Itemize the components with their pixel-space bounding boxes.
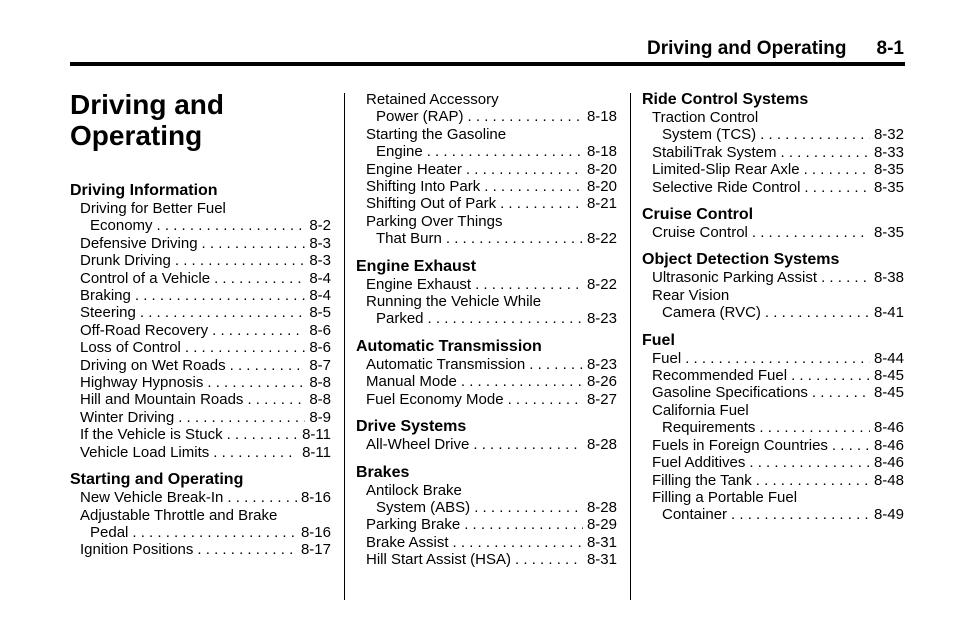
- toc-entry-line: [80, 339, 331, 356]
- toc-entry[interactable]: [70, 287, 331, 304]
- toc-entry[interactable]: [356, 551, 617, 568]
- toc-entry[interactable]: [70, 252, 331, 269]
- toc-entry-line: [366, 230, 617, 247]
- dot-leader: [197, 541, 297, 558]
- toc-entry-line: [366, 178, 617, 195]
- toc-page-number: 8-22: [586, 275, 617, 293]
- toc-entry-title: Filling the Tank: [652, 471, 752, 489]
- dot-leader: [780, 144, 869, 161]
- toc-page-number: 8-35: [873, 161, 904, 179]
- toc-entry-line: [652, 304, 904, 321]
- toc-entry-title: Gasoline Specifications: [652, 384, 808, 402]
- toc-page-number: 8-45: [873, 367, 904, 385]
- toc-page-number: 8-49: [873, 506, 904, 524]
- toc-entry-line: [366, 436, 617, 453]
- toc-entry-title: Ultrasonic Parking Assist: [652, 269, 818, 287]
- toc-entry[interactable]: [642, 224, 904, 241]
- header-page-number: 8-1: [876, 38, 904, 59]
- toc-entry-line: [366, 534, 617, 551]
- toc-entry[interactable]: [356, 178, 617, 195]
- dot-leader: [749, 454, 870, 471]
- toc-entry-title: Running the Vehicle While: [366, 293, 542, 311]
- toc-section: [642, 251, 904, 321]
- toc-page-number: 8-38: [873, 269, 904, 287]
- toc-entry-title: Engine Heater: [366, 160, 462, 178]
- toc-entry-line: [652, 489, 904, 506]
- toc-page-number: 8-46: [873, 419, 904, 437]
- dot-leader: [473, 436, 583, 453]
- toc-section: [356, 258, 617, 328]
- toc-page-number: 8-16: [300, 523, 331, 541]
- toc-entry[interactable]: [70, 235, 331, 252]
- toc-entry[interactable]: [70, 357, 331, 374]
- toc-entry-title: Fuel: [652, 349, 682, 367]
- toc-entry-title: System (TCS): [662, 126, 757, 144]
- dot-leader: [175, 252, 305, 269]
- toc-entry-line: [652, 437, 904, 454]
- toc-entry-line: [366, 91, 617, 108]
- toc-page-number: 8-5: [309, 304, 331, 322]
- toc-column-1: [70, 182, 331, 569]
- toc-entry[interactable]: [70, 270, 331, 287]
- toc-section: [70, 182, 331, 461]
- toc-entry[interactable]: [642, 179, 904, 196]
- dot-leader: [804, 161, 870, 178]
- dot-leader: [832, 437, 870, 454]
- toc-entry-line: [80, 217, 331, 234]
- toc-entry-line: [652, 179, 904, 196]
- toc-entry-line: [80, 409, 331, 426]
- dot-leader: [157, 217, 306, 234]
- toc-entry[interactable]: [356, 293, 617, 328]
- dot-leader: [427, 143, 583, 160]
- toc-entry-line: [652, 144, 904, 161]
- toc-entry-line: [366, 161, 617, 178]
- dot-leader: [508, 391, 583, 408]
- toc-entry-title: System (ABS): [376, 498, 471, 516]
- toc-page-number: 8-4: [309, 269, 331, 287]
- toc-entry-title: Container: [662, 506, 728, 524]
- toc-page-number: 8-2: [309, 217, 331, 235]
- toc-entry[interactable]: [356, 195, 617, 212]
- toc-entry-title: Cruise Control: [652, 224, 748, 242]
- toc-entry-line: [652, 384, 904, 401]
- toc-page-number: 8-11: [302, 443, 331, 461]
- toc-page-number: 8-31: [586, 551, 617, 569]
- dot-leader: [752, 224, 870, 241]
- toc-section-heading: Fuel: [642, 331, 675, 349]
- toc-entry[interactable]: [70, 426, 331, 443]
- toc-entry[interactable]: [642, 489, 904, 524]
- toc-entry-title: Defensive Driving: [80, 234, 198, 252]
- toc-section-heading: Engine Exhaust: [356, 257, 477, 275]
- toc-page-number: 8-23: [586, 355, 617, 373]
- toc-entry-title: Fuel Additives: [652, 454, 746, 472]
- toc-entry-title: Hill Start Assist (HSA): [366, 551, 512, 569]
- dot-leader: [765, 304, 870, 321]
- toc-entry-line: [80, 426, 331, 443]
- toc-section-heading: Cruise Control: [642, 206, 754, 224]
- toc-entry-title: Antilock Brake: [366, 481, 462, 499]
- toc-page-number: 8-11: [302, 426, 331, 444]
- toc-entry-title: Driving on Wet Roads: [80, 356, 226, 374]
- toc-entry[interactable]: [642, 384, 904, 401]
- toc-entry[interactable]: [70, 444, 331, 461]
- toc-entry-title: Driving for Better Fuel: [80, 200, 226, 217]
- toc-page-number: 8-6: [309, 321, 331, 339]
- toc-entry-title: Hill and Mountain Roads: [80, 391, 244, 409]
- toc-entry[interactable]: [70, 200, 331, 235]
- toc-entry-title: Winter Driving: [80, 408, 175, 426]
- toc-page-number: 8-20: [586, 178, 617, 196]
- toc-entry-title: Automatic Transmission: [366, 355, 526, 373]
- toc-entry-line: [366, 310, 617, 327]
- toc-entry-line: [366, 482, 617, 499]
- dot-leader: [140, 304, 305, 321]
- toc-entry-title: Power (RAP): [376, 108, 464, 126]
- toc-entry-line: [652, 402, 904, 419]
- toc-entry-title: Drunk Driving: [80, 252, 171, 270]
- toc-entry-line: [652, 126, 904, 143]
- toc-entry-line: [652, 287, 904, 304]
- dot-leader: [446, 230, 583, 247]
- toc-entry-line: [80, 322, 331, 339]
- dot-leader: [230, 357, 306, 374]
- toc-entry-title: California Fuel: [652, 401, 749, 419]
- toc-page-number: 8-23: [586, 310, 617, 328]
- toc-entry-title: Brake Assist: [366, 533, 449, 551]
- dot-leader: [759, 419, 870, 436]
- toc-column-3: [642, 91, 904, 534]
- toc-page-number: 8-3: [309, 252, 331, 270]
- toc-page-number: 8-18: [586, 143, 617, 161]
- toc-entry-line: [652, 224, 904, 241]
- toc-page-number: 8-35: [873, 224, 904, 242]
- toc-entry-title: Loss of Control: [80, 339, 181, 357]
- toc-entry[interactable]: [70, 339, 331, 356]
- toc-entry-title: Camera (RVC): [662, 304, 761, 322]
- toc-entry-title: If the Vehicle is Stuck: [80, 426, 223, 444]
- toc-page-number: 8-9: [309, 408, 331, 426]
- toc-entry-line: [80, 304, 331, 321]
- toc-page-number: 8-46: [873, 454, 904, 472]
- dot-leader: [453, 534, 583, 551]
- toc-section: [356, 338, 617, 408]
- toc-entry[interactable]: [642, 402, 904, 437]
- toc-entry-line: [80, 252, 331, 269]
- toc-entry-title: Recommended Fuel: [652, 367, 788, 385]
- toc-page-number: 8-8: [309, 391, 331, 409]
- toc-page-number: 8-7: [309, 356, 331, 374]
- toc-entry[interactable]: [356, 516, 617, 533]
- toc-entry-title: Economy: [90, 217, 153, 235]
- toc-entry-line: [366, 551, 617, 568]
- toc-entry-line: [80, 374, 331, 391]
- toc-entry-line: [366, 195, 617, 212]
- toc-entry-title: Off-Road Recovery: [80, 321, 209, 339]
- toc-entry-title: Braking: [80, 287, 131, 305]
- dot-leader: [529, 356, 583, 373]
- toc-entry[interactable]: [356, 276, 617, 293]
- toc-entry[interactable]: [70, 489, 331, 506]
- toc-page-number: 8-18: [586, 108, 617, 126]
- toc-entry[interactable]: [70, 507, 331, 542]
- dot-leader: [207, 374, 305, 391]
- toc-page-number: 8-4: [309, 287, 331, 305]
- chapter-title: [70, 89, 310, 151]
- toc-entry-title: Vehicle Load Limits: [80, 443, 210, 461]
- header-rule: [70, 62, 905, 66]
- dot-leader: [202, 235, 306, 252]
- dot-leader: [821, 269, 870, 286]
- toc-entry-line: [366, 391, 617, 408]
- toc-entry-line: [652, 367, 904, 384]
- toc-entry[interactable]: [70, 322, 331, 339]
- toc-section-heading: Drive Systems: [356, 418, 467, 436]
- toc-entry[interactable]: [642, 161, 904, 178]
- toc-entry[interactable]: [356, 436, 617, 453]
- toc-entry-line: [80, 524, 331, 541]
- toc-page-number: 8-6: [309, 339, 331, 357]
- toc-entry[interactable]: [70, 374, 331, 391]
- dot-leader: [135, 287, 305, 304]
- toc-page-number: 8-35: [873, 178, 904, 196]
- toc-entry[interactable]: [642, 144, 904, 161]
- toc-entry[interactable]: [356, 213, 617, 248]
- dot-leader: [515, 551, 583, 568]
- toc-entry-title: StabiliTrak System: [652, 143, 777, 161]
- toc-entry-line: [366, 213, 617, 230]
- toc-page-number: 8-46: [873, 436, 904, 454]
- toc-entry-line: [652, 419, 904, 436]
- toc-entry[interactable]: [642, 454, 904, 471]
- dot-leader: [464, 516, 583, 533]
- toc-entry-title: Engine: [376, 143, 423, 161]
- toc-entry-title: Parked: [376, 310, 424, 328]
- toc-entry[interactable]: [356, 91, 617, 126]
- toc-entry-title: All-Wheel Drive: [366, 436, 470, 454]
- toc-page-number: 8-8: [309, 374, 331, 392]
- toc-page-number: 8-27: [586, 390, 617, 408]
- toc-entry-line: [652, 506, 904, 523]
- toc-entry[interactable]: [70, 541, 331, 558]
- toc-entry-title: Starting the Gasoline: [366, 125, 507, 143]
- toc-entry[interactable]: [356, 356, 617, 373]
- toc-entry[interactable]: [642, 350, 904, 367]
- toc-entry-line: [366, 499, 617, 516]
- toc-entry-line: [652, 472, 904, 489]
- toc-section-heading: Driving Information: [70, 182, 218, 199]
- dot-leader: [227, 489, 297, 506]
- dot-leader: [484, 178, 583, 195]
- toc-section-heading: Ride Control Systems: [642, 91, 809, 108]
- running-header: [647, 38, 904, 60]
- toc-entry-title: That Burn: [376, 230, 442, 248]
- toc-entry-line: [80, 270, 331, 287]
- toc-entry-title: Shifting Into Park: [366, 178, 481, 196]
- toc-entry-line: [80, 489, 331, 506]
- toc-page-number: 8-28: [586, 436, 617, 454]
- toc-entry[interactable]: [70, 409, 331, 426]
- header-section-title: Driving and Operating: [647, 38, 847, 59]
- dot-leader: [468, 108, 583, 125]
- toc-entry-line: [652, 350, 904, 367]
- toc-page-number: 8-3: [309, 234, 331, 252]
- toc-entry-title: Shifting Out of Park: [366, 195, 497, 213]
- toc-page-number: 8-31: [586, 533, 617, 551]
- toc-page-number: 8-17: [300, 541, 331, 559]
- chapter-title-line-1: Driving and: [70, 89, 225, 120]
- toc-page-number: 8-28: [586, 498, 617, 516]
- toc-entry[interactable]: [70, 391, 331, 408]
- toc-entry[interactable]: [642, 472, 904, 489]
- dot-leader: [804, 179, 870, 196]
- toc-section-heading: Automatic Transmission: [356, 337, 542, 355]
- toc-section: [356, 464, 617, 569]
- column-divider-1: [344, 93, 345, 600]
- toc-entry-line: [652, 161, 904, 178]
- toc-entry-line: [652, 454, 904, 471]
- toc-entry-title: Fuels in Foreign Countries: [652, 436, 828, 454]
- toc-page-number: 8-44: [873, 349, 904, 367]
- toc-section: [642, 206, 904, 241]
- dot-leader: [178, 409, 305, 426]
- toc-page-number: 8-16: [300, 489, 331, 507]
- toc-entry-title: Selective Ride Control: [652, 178, 801, 196]
- toc-entry-title: Ignition Positions: [80, 541, 194, 559]
- toc-entry-line: [366, 108, 617, 125]
- toc-entry[interactable]: [642, 367, 904, 384]
- dot-leader: [475, 276, 583, 293]
- column-divider-2: [630, 93, 631, 600]
- toc-entry-line: [80, 357, 331, 374]
- toc-entry-line: [80, 507, 331, 524]
- dot-leader: [474, 499, 583, 516]
- toc-page-number: 8-33: [873, 143, 904, 161]
- toc-section: [356, 91, 617, 248]
- toc-entry[interactable]: [356, 373, 617, 390]
- toc-column-2: [356, 91, 617, 579]
- toc-entry-title: Limited-Slip Rear Axle: [652, 161, 800, 179]
- toc-entry-line: [366, 276, 617, 293]
- dot-leader: [185, 339, 305, 356]
- toc-entry-title: Fuel Economy Mode: [366, 390, 504, 408]
- toc-entry-title: New Vehicle Break-In: [80, 489, 224, 507]
- toc-entry[interactable]: [356, 126, 617, 161]
- dot-leader: [227, 426, 299, 443]
- toc-page-number: 8-26: [586, 373, 617, 391]
- toc-page-number: 8-29: [586, 516, 617, 534]
- toc-page-number: 8-22: [586, 230, 617, 248]
- toc-entry-title: Manual Mode: [366, 373, 457, 391]
- dot-leader: [731, 506, 870, 523]
- toc-entry-title: Engine Exhaust: [366, 275, 472, 293]
- toc-entry-title: Filling a Portable Fuel: [652, 488, 798, 506]
- toc-entry[interactable]: [356, 534, 617, 551]
- toc-section-heading: Object Detection Systems: [642, 251, 840, 269]
- dot-leader: [214, 270, 305, 287]
- toc-page-number: 8-20: [586, 160, 617, 178]
- toc-page-number: 8-41: [873, 304, 904, 322]
- dot-leader: [461, 373, 583, 390]
- toc-entry-line: [80, 287, 331, 304]
- toc-entry[interactable]: [356, 391, 617, 408]
- toc-entry-line: [80, 391, 331, 408]
- dot-leader: [812, 384, 870, 401]
- dot-leader: [685, 350, 870, 367]
- toc-entry-line: [80, 235, 331, 252]
- toc-entry-line: [80, 200, 331, 217]
- dot-leader: [466, 161, 583, 178]
- dot-leader: [760, 126, 870, 143]
- toc-entry-line: [652, 269, 904, 286]
- toc-entry-title: Rear Vision: [652, 286, 730, 304]
- toc-section: [642, 332, 904, 524]
- toc-page-number: 8-32: [873, 126, 904, 144]
- dot-leader: [791, 367, 870, 384]
- toc-entry-title: Traction Control: [652, 109, 759, 126]
- toc-entry-title: Parking Brake: [366, 516, 461, 534]
- toc-page-number: 8-21: [586, 195, 617, 213]
- toc-page-number: 8-48: [873, 471, 904, 489]
- toc-entry-line: [80, 444, 331, 461]
- dot-leader: [213, 444, 298, 461]
- toc-entry-line: [366, 373, 617, 390]
- dot-leader: [500, 195, 583, 212]
- toc-entry-line: [80, 541, 331, 558]
- dot-leader: [132, 524, 297, 541]
- toc-entry-line: [366, 126, 617, 143]
- toc-entry-title: Retained Accessory: [366, 91, 499, 108]
- toc-entry-line: [366, 516, 617, 533]
- dot-leader: [247, 391, 305, 408]
- dot-leader: [756, 472, 870, 489]
- toc-entry-line: [366, 356, 617, 373]
- toc-entry[interactable]: [642, 109, 904, 144]
- dot-leader: [212, 322, 305, 339]
- toc-entry[interactable]: [642, 269, 904, 286]
- toc-page-number: 8-45: [873, 384, 904, 402]
- toc-entry-line: [366, 143, 617, 160]
- toc-section-heading: Brakes: [356, 463, 410, 481]
- toc-entry-title: Control of a Vehicle: [80, 269, 211, 287]
- toc-entry-title: Adjustable Throttle and Brake: [80, 506, 278, 524]
- toc-entry-title: Highway Hypnosis: [80, 374, 204, 392]
- toc-entry[interactable]: [642, 437, 904, 454]
- toc-section: [642, 91, 904, 196]
- toc-entry-line: [652, 109, 904, 126]
- toc-entry-line: [366, 293, 617, 310]
- toc-section: [70, 471, 331, 559]
- toc-section-heading: Starting and Operating: [70, 471, 244, 489]
- toc-entry[interactable]: [70, 304, 331, 321]
- toc-entry[interactable]: [356, 161, 617, 178]
- toc-entry[interactable]: [642, 287, 904, 322]
- chapter-title-line-2: Operating: [70, 120, 203, 151]
- toc-entry-title: Requirements: [662, 419, 756, 437]
- toc-entry-title: Pedal: [90, 523, 129, 541]
- dot-leader: [428, 310, 583, 327]
- toc-entry[interactable]: [356, 482, 617, 517]
- toc-entry-title: Steering: [80, 304, 136, 322]
- toc-entry-title: Parking Over Things: [366, 212, 503, 230]
- toc-section: [356, 418, 617, 453]
